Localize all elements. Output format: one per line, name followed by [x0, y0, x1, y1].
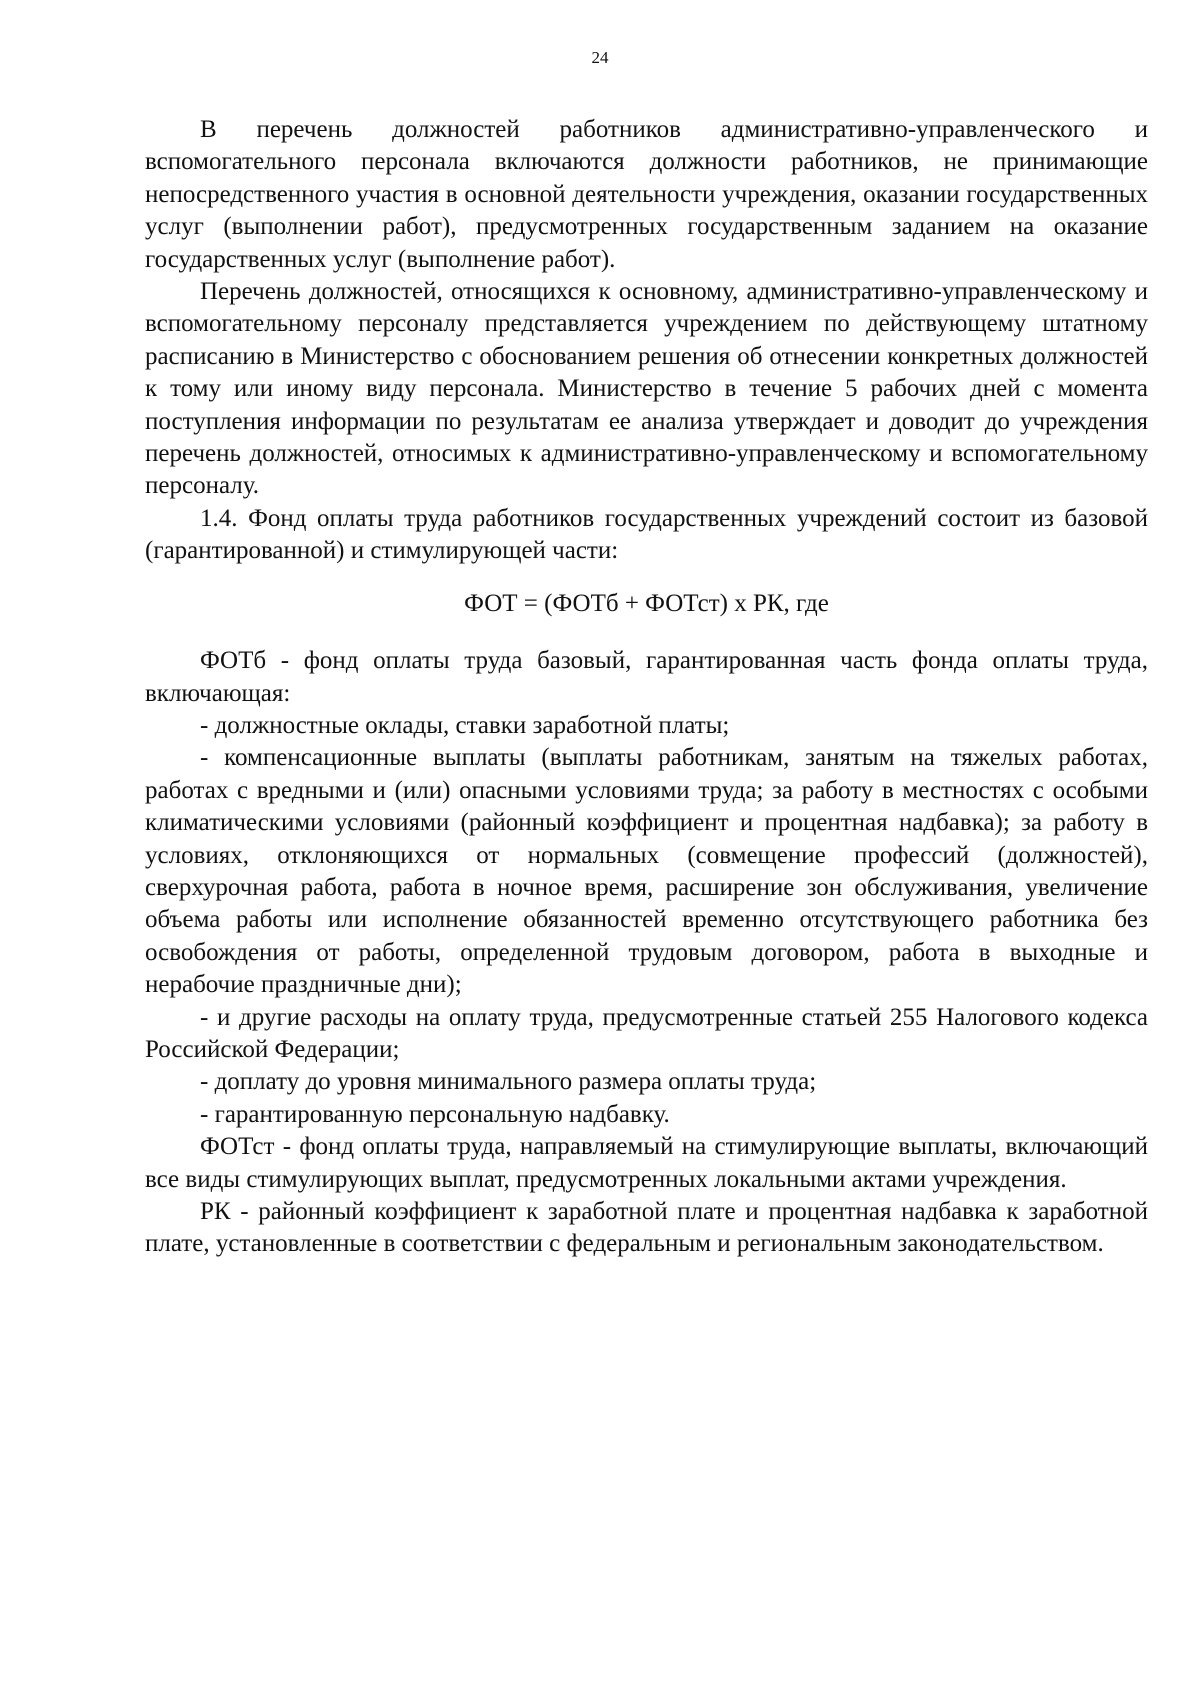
paragraph-admin-staff-list: В перечень должностей работников административно-управленческого и вспомогательного персонала включаются должности работников, не принимающие непосредственного участия в основной деятельности учреждения, оказании государственных услуг (выполнении работ), предусмотренных государственным заданием на оказание государственных услуг (выполнение работ).	[145, 116, 1148, 273]
payroll-formula: ФОТ = (ФОТб + ФОТст) х РК, где	[464, 589, 829, 617]
paragraph-fotst-definition: ФОТст - фонд оплаты труда, направляемый на стимулирующие выплаты, включающий все виды стимулирующих выплат, предусмотренных локальными актами учреждения.	[145, 1133, 1148, 1193]
list-item-salaries: - должностные оклады, ставки заработной платы;	[200, 711, 730, 739]
paragraph-position-list-procedure: Перечень должностей, относящихся к основному, административно-управленческому и вспомогательному персоналу представляется учреждением по действующему штатному расписанию в Министерство с обоснованием решения об отнесении конкретных должностей к тому или иному виду персонала. Министерство в течение 5 рабочих дней с момента поступления информации по результатам ее анализа утверждает и доводит до учреждения перечень должностей, относимых к административно-управленческому и вспомогательному персоналу.	[145, 278, 1148, 500]
list-item-other-expenses: - и другие расходы на оплату труда, предусмотренные статьей 255 Налогового кодекса Российской Федерации;	[145, 1003, 1148, 1063]
paragraph-fotb-definition: ФОТб - фонд оплаты труда базовый, гарантированная часть фонда оплаты труда, включающая:	[145, 647, 1148, 707]
list-item-personal-bonus: - гарантированную персональную надбавку.	[200, 1100, 670, 1128]
list-item-compensation: - компенсационные выплаты (выплаты работникам, занятым на тяжелых работах, работах с вредными и (или) опасными условиями труда; за работу в местностях с особыми климатическими условиями (районный коэффициент и процентная надбавка); за работу в условиях, отклоняющихся от нормальных (совмещение профессий (должностей), сверхурочная работа, работа в ночное время, расширение зон обслуживания, увеличение объема работы или исполнение обязанностей временно отсутствующего работника без освобождения от работы, определенной трудовым договором, работа в выходные и нерабочие праздничные дни);	[145, 744, 1148, 999]
page-number: 24	[591, 48, 609, 67]
paragraph-section-1-4: 1.4. Фонд оплаты труда работников государственных учреждений состоит из базовой (гарантированной) и стимулирующей части:	[145, 504, 1148, 565]
list-item-minimum-wage: - доплату до уровня минимального размера оплаты труда;	[200, 1068, 817, 1096]
paragraph-rk-definition: РК - районный коэффициент к заработной плате и процентная надбавка к заработной плате, установленные в соответствии с федеральным и региональным законодательством.	[145, 1198, 1148, 1258]
document-body	[145, 114, 1148, 1261]
